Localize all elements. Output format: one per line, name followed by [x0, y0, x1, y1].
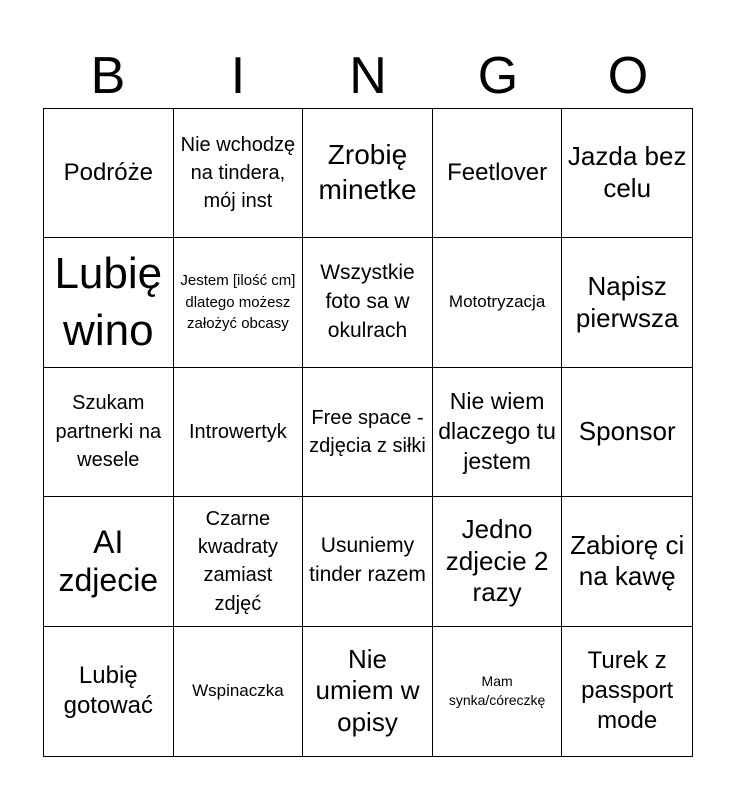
- bingo-header: [43, 44, 693, 108]
- bingo-board: [43, 108, 693, 757]
- header-letter-o: O: [607, 47, 649, 105]
- bingo-cell[interactable]: Nie wchodzę na tindera, mój inst: [174, 109, 304, 238]
- bingo-cell[interactable]: Czarne kwadraty zamiast zdjęć: [174, 497, 304, 626]
- bingo-cell[interactable]: Jedno zdjecie 2 razy: [433, 497, 563, 626]
- bingo-cell[interactable]: Introwertyk: [174, 368, 304, 497]
- bingo-cell[interactable]: Podróże: [44, 109, 174, 238]
- bingo-cell[interactable]: Turek z passport mode: [581, 647, 674, 735]
- bingo-cell[interactable]: Free space - zdjęcia z siłki: [303, 368, 433, 497]
- bingo-cell[interactable]: Feetlover: [433, 109, 563, 238]
- bingo-cell[interactable]: AI zdjecie: [44, 497, 174, 626]
- bingo-cell[interactable]: Wszystkie foto sa w okulrach: [303, 238, 433, 367]
- bingo-cell[interactable]: Lubię wino: [44, 238, 174, 367]
- header-letter-g: G: [477, 47, 519, 105]
- bingo-cell[interactable]: Nie wiem dlaczego tu jestem: [433, 368, 563, 497]
- header-letter-i: I: [230, 47, 246, 105]
- bingo-cell[interactable]: Jazda bez celu: [562, 109, 692, 238]
- bingo-cell[interactable]: Nie umiem w opisy: [303, 627, 433, 756]
- bingo-cell[interactable]: Jestem [ilość cm] dlatego możesz założyć obcasy: [174, 238, 304, 367]
- bingo-cell[interactable]: Mototryzacja: [433, 238, 563, 367]
- bingo-cell[interactable]: Mam synka/córeczkę: [433, 627, 563, 756]
- header-letter-b: B: [90, 47, 126, 105]
- header-letter-n: N: [349, 47, 387, 105]
- bingo-cell[interactable]: Wspinaczka: [174, 627, 304, 756]
- bingo-cell[interactable]: Szukam partnerki na wesele: [44, 368, 174, 497]
- bingo-cell[interactable]: Zrobię minetke: [303, 109, 433, 238]
- bingo-cell[interactable]: Zabiorę ci na kawę: [562, 497, 692, 626]
- bingo-cell[interactable]: Napisz pierwsza: [562, 238, 692, 367]
- bingo-cell[interactable]: Usuniemy tinder razem: [303, 497, 433, 626]
- bingo-cell[interactable]: Sponsor: [562, 368, 692, 497]
- bingo-cell[interactable]: Lubię gotować: [44, 627, 174, 756]
